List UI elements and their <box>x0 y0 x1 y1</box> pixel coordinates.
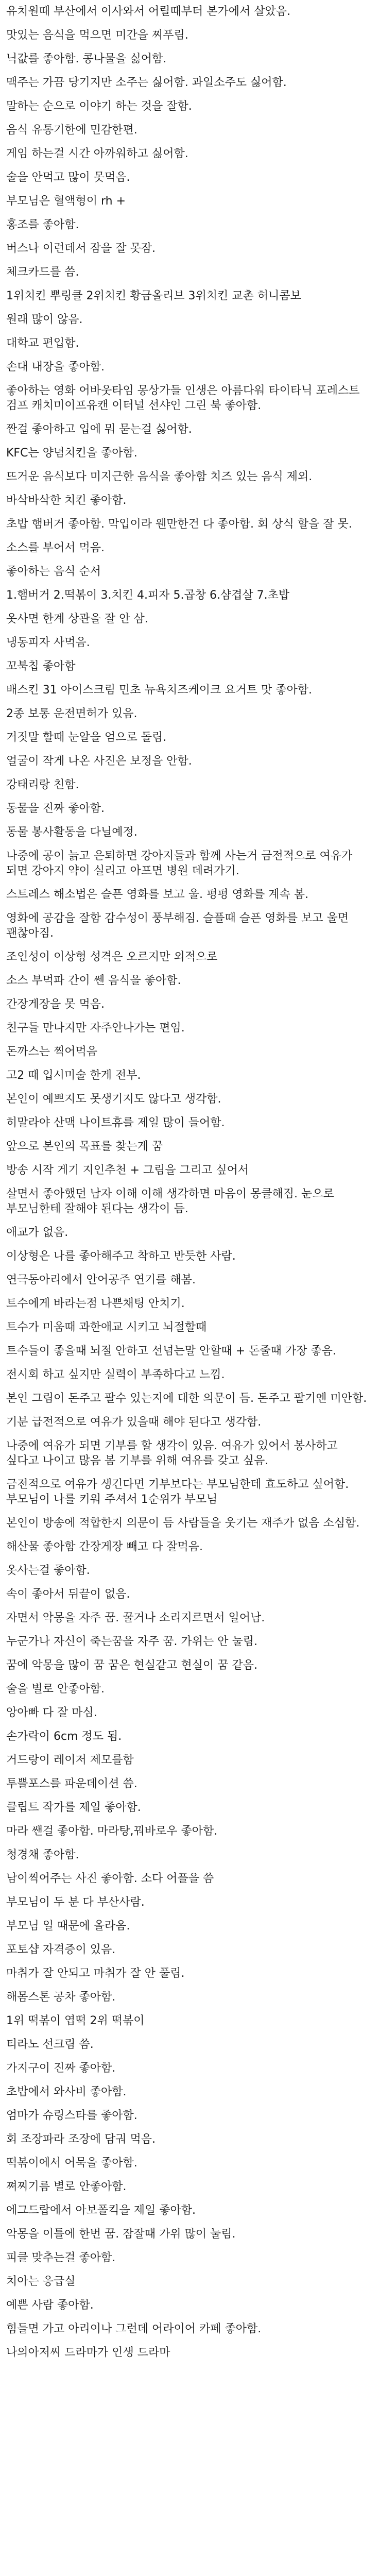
text-line: 방송 시작 게기 지인추천 + 그림을 그리고 싶어서 <box>6 1164 249 1177</box>
text-line: 동물 봉사활동을 다닐예정. <box>6 826 137 839</box>
text-line: 영화에 공감을 잘함 감수성이 풍부해짐. 슬플때 슬픈 영화를 보고 울면 괜찮아짐. <box>6 912 349 940</box>
text-line: 치아는 응급실 <box>6 2275 76 2288</box>
text-line: 포토샵 자격증이 있음. <box>6 1943 116 1956</box>
text-line: 홍조를 좋아함. <box>6 218 79 231</box>
text-line: 초밥 햄버거 좋아함. 막입이라 웬만한건 다 좋아함. 회 상식 할을 잘 못. <box>6 518 352 531</box>
text-line: 술을 별로 안좋아함. <box>6 1683 105 1696</box>
text-line: 마라 쌘걸 좋아함. 마라탕,꿔바로우 좋아함. <box>6 1825 218 1838</box>
text-line: 원래 많이 않음. <box>6 313 83 326</box>
text-line: 부모님은 혈액형이 rh + <box>6 195 126 208</box>
text-line: 간장게장을 못 먹음. <box>6 998 105 1011</box>
text-line: 돈까스는 찍어먹음 <box>6 1045 98 1058</box>
text-line: 나중에 여유가 되면 기부를 할 생각이 있음. 여유가 있어서 봉사하고 싶다고 나이고 많음 봄 기부를 위해 여유를 갖고 싶음. <box>6 1439 338 1467</box>
text-line: 쪄찌기름 별로 안좋아함. <box>6 2180 127 2193</box>
text-line: 히말라야 산맥 나이트휴를 제일 많이 들어함. <box>6 1116 225 1129</box>
text-line: 강태리랑 친함. <box>6 778 79 791</box>
text-line: 티라노 선크림 씀. <box>6 2038 94 2051</box>
text-line: 손대 내장을 좋아함. <box>6 361 105 374</box>
text-line: 술을 안먹고 많이 못먹음. <box>6 171 130 184</box>
text-line: 1위치킨 뿌링클 2위치킨 황금올리브 3위치킨 교촌 허니콤보 <box>6 290 301 302</box>
text-line: 힘들면 가고 아리이나 그런데 어라이어 카페 좋아함. <box>6 2323 262 2335</box>
text-line: 트수에게 바라는점 나쁜채팅 안치기. <box>6 1297 185 1310</box>
text-line: 부모님 일 때문에 올라옴. <box>6 1920 130 1933</box>
text-line: 떡볶이에서 어묵을 좋아함. <box>6 2157 137 2170</box>
text-line: 꿈에 악몽을 많이 꿈 꿈은 현실같고 현실이 꿈 같음. <box>6 1659 257 1672</box>
text-line: 마취가 잘 안되고 마취가 잘 안 풀림. <box>6 1967 185 1980</box>
text-line: 자면서 악몽을 자주 꿈. 꿀거나 소리지르면서 일어남. <box>6 1612 265 1624</box>
text-line: 말하는 순으로 이야기 하는 것을 잘함. <box>6 100 192 113</box>
text-line: 짠걸 좋아하고 입에 뭐 묻는걸 싫어함. <box>6 423 192 436</box>
text-line: 회 조장파라 조장에 담궈 먹음. <box>6 2133 156 2146</box>
text-line: 체크카드를 씀. <box>6 266 79 279</box>
text-line: 바삭바삭한 치킨 좋아함. <box>6 494 127 507</box>
text-line: 대학교 편입함. <box>6 337 79 350</box>
text-line: 해산물 좋아함 간장게장 빼고 다 잘먹음. <box>6 1540 203 1553</box>
text-line: 애교가 없음. <box>6 1226 68 1239</box>
text-line: 소스 부먹파 간이 쎈 음식을 좋아함. <box>6 974 181 987</box>
text-line: 트수가 미움때 과한애교 시키고 뇌절할때 <box>6 1321 207 1334</box>
text-line: 옷사면 한계 상관을 잘 안 삼. <box>6 613 148 625</box>
text-line: 음식 유통기한에 민감한편. <box>6 124 137 137</box>
text-line: 악몽을 이틀에 한번 꿈. 잠잘때 가위 많이 눌림. <box>6 2228 236 2241</box>
text-line: 고2 때 입시미술 한게 전부. <box>6 1069 141 1082</box>
text-line: 앞으로 본인의 목표를 찾는게 꿈 <box>6 1140 163 1153</box>
text-line: 해몸스톤 공차 좋아함. <box>6 1991 116 2004</box>
text-line: 전시회 하고 싶지만 실력이 부족하다고 느낌. <box>6 1368 225 1381</box>
text-line: 남이찍어주는 사진 좋아함. 소다 어플을 씀 <box>6 1872 214 1885</box>
text-line: 옷사는걸 좋아함. <box>6 1564 90 1577</box>
text-line: 에그드랍에서 아보폴킥을 제일 좋아함. <box>6 2204 196 2217</box>
text-line: 이상형은 나를 좋아해주고 착하고 반듯한 사람. <box>6 1250 236 1263</box>
text-line: 살면서 좋아했던 남자 이해 이해 생각하면 마음이 몽클해짐. 눈으로 부모님한테 잘해야 된다는 생각이 듬. <box>6 1188 334 1215</box>
text-line: 1위 떡볶이 엽떡 2위 떡볶이 <box>6 2014 145 2027</box>
text-line: 가지구이 진짜 좋아함. <box>6 2062 116 2075</box>
text-line: 본인 그림이 돈주고 팔수 있는지에 대한 의문이 듬. 돈주고 팔기엔 미안함. <box>6 1392 367 1405</box>
text-line: 부모님이 두 분 다 부산사람. <box>6 1896 145 1909</box>
text-line: 동물을 진짜 좋아함. <box>6 802 105 815</box>
text-line: 손가락이 6cm 정도 됨. <box>6 1730 122 1743</box>
text-line: 투쁠포스를 파운데이션 씀. <box>6 1777 137 1790</box>
text-line: 예쁜 사람 좋아함. <box>6 2299 94 2312</box>
text-line: 얼굴이 작게 나온 사진은 보정을 안함. <box>6 755 192 768</box>
text-line: 앙아빠 다 잘 마심. <box>6 1706 97 1719</box>
text-line: 친구들 만나지만 자주안나가는 편임. <box>6 1022 185 1035</box>
text-line: 소스를 부어서 먹음. <box>6 541 105 554</box>
text-line: 청경채 좋아함. <box>6 1849 79 1861</box>
text-line: 좋아하는 음식 순서 <box>6 565 101 578</box>
text-line: 배스킨 31 아이스크림 민초 뉴욕치즈케이크 요거트 맛 좋아함. <box>6 684 312 697</box>
text-line: 피클 맞추는걸 좋아함. <box>6 2251 116 2264</box>
text-line: KFC는 양념치킨을 좋아함. <box>6 447 137 460</box>
text-line: 클립트 작가를 제일 좋아함. <box>6 1801 141 1814</box>
text-line: 닉값를 좋아함. 콩나물을 싫어함. <box>6 53 167 65</box>
text-line: 기분 급전적으로 여유가 있을때 해야 된다고 생각함. <box>6 1416 262 1429</box>
text-line: 좋아하는 영화 어바웃타임 몽상가들 인생은 아름다워 타이타닉 포레스트 검프 캐치미이프유캔 이터널 선샤인 그린 북 좋아함. <box>6 384 360 412</box>
text-line: 냉동피자 사먹음. <box>6 636 90 649</box>
text-line: 맛있는 음식을 먹으면 미간을 찌푸림. <box>6 29 188 42</box>
text-line: 누군가나 자신이 죽는꿈을 자주 꿈. 가위는 안 눌림. <box>6 1635 257 1648</box>
text-line: 조인성이 이상형 성격은 오르지만 외적으로 <box>6 951 218 963</box>
text-line: 거짓말 할때 눈알을 엄으로 돌림. <box>6 731 167 744</box>
text-line: 스트레스 해소법은 슬픈 영화를 보고 울. 펑펑 영화를 계속 봄. <box>6 888 308 901</box>
text-line: 금전적으로 여유가 생긴다면 기부보다는 부모님한테 효도하고 싶어함. 부모님이 나를 키워 주셔서 1순위가 부모님 <box>6 1478 349 1506</box>
text-line: 버스나 이런데서 잠을 잘 못잠. <box>6 242 156 255</box>
text-line: 게임 하는걸 시간 아까워하고 싫어함. <box>6 147 188 160</box>
text-line: 1.햄버거 2.떡볶이 3.치킨 4.피자 5.곱창 6.샴겹살 7.초밥 <box>6 589 290 602</box>
text-line: 유치원때 부산에서 이사와서 어릴때부터 본가에서 살았음. <box>6 5 291 18</box>
text-line: 속이 좋아서 뒤끝이 없음. <box>6 1588 130 1601</box>
text-line: 나의아저씨 드라마가 인생 드라마 <box>6 2346 170 2359</box>
text-line: 본인이 방송에 적합한지 의문이 듬 사람들을 웃기는 재주가 없음 소심함. <box>6 1517 360 1530</box>
text-line: 초밥에서 와사비 좋아함. <box>6 2086 127 2098</box>
text-line: 뜨거운 음식보다 미지근한 음식을 좋아함 치즈 있는 음식 제외. <box>6 470 313 483</box>
text-line: 연극동아리에서 안어공주 연기를 해봄. <box>6 1274 196 1286</box>
text-line: 꼬북칩 좋아함 <box>6 660 76 673</box>
text-line: 나중에 공이 늙고 은퇴하면 강아지들과 함께 사는거 금전적으로 여유가 되면 강아지 약이 실리고 아프면 병원 데려가기. <box>6 850 353 877</box>
text-line: 2종 보통 운전면허가 있음. <box>6 707 137 720</box>
text-line: 엄마가 슈링스타를 좋아함. <box>6 2109 137 2122</box>
text-line: 맥주는 가끔 당기지만 소주는 싫어함. 과일소주도 싫어함. <box>6 76 287 89</box>
text-line: 트수들이 좋을때 뇌절 안하고 선넘는말 안할때 + 돈줄때 가장 좋음. <box>6 1345 336 1358</box>
text-line: 거드랑이 레이저 제모를함 <box>6 1754 134 1767</box>
text-line: 본인이 예쁘지도 못생기지도 않다고 생각함. <box>6 1093 221 1106</box>
